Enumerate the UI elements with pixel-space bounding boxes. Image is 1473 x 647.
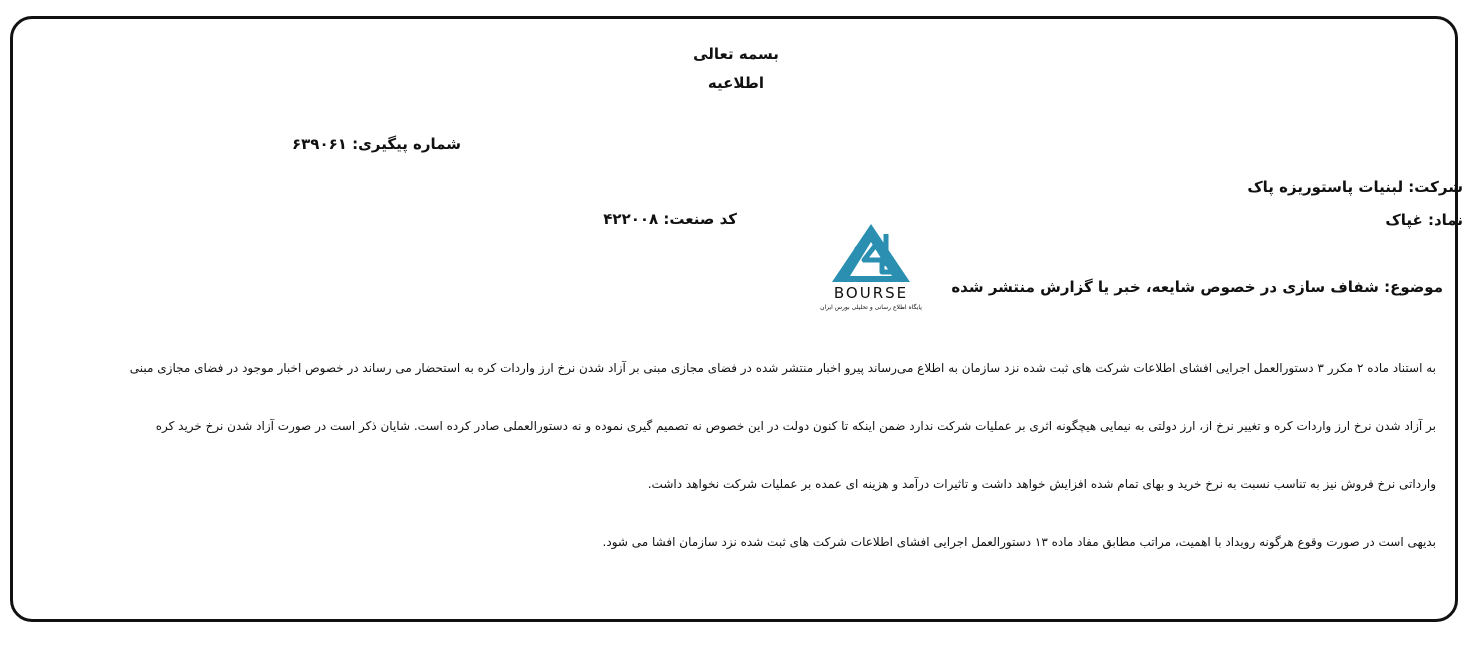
body-line-2: بر آزاد شدن نرخ ارز واردات کره و تغییر نرخ از، ارز دولتی به نیمایی هیچگونه اثری بر عملیات شرکت ندارد ضمن اینکه تا کنون دولت در این خصوص نه تصمیم گیری نموده و نه دستورالعملی صادر کرده است. شایان ذکر است در صورت آزاد شدن نرخ خرید کره bbox=[155, 419, 1436, 433]
bourse-logo-tagline: پایگاه اطلاع رسانی و تحلیلی بورس ایران bbox=[820, 304, 922, 311]
tracking-number: شماره پیگیری: ۶۳۹۰۶۱ bbox=[292, 135, 461, 153]
body-line-1: به استناد ماده ۲ مکرر ۳ دستورالعمل اجرایی افشای اطلاعات شرکت های ثبت شده نزد سازمان به اطلاع می‌رساند پیرو اخبار منتشر شده در فضای مجازی مبنی بر آزاد شدن نرخ ارز واردات کره به استحضار می رساند در خصوص اخبار موجود در فضای مجازی مبنی bbox=[129, 361, 1436, 375]
body-line-4: بدیهی است در صورت وقوع هرگونه رویداد با اهمیت، مراتب مطابق مفاد ماده ۱۳ دستورالعمل اجرایی افشای اطلاعات شرکت های ثبت شده نزد سازمان افشا می شود. bbox=[602, 535, 1436, 549]
bourse-logo-mark bbox=[812, 220, 930, 284]
company-symbol: نماد: غپاک bbox=[1385, 211, 1463, 229]
announcement-title: اطلاعیه bbox=[707, 74, 765, 92]
subject-line: موضوع: شفاف سازی در خصوص شایعه، خبر یا گزارش منتشر شده bbox=[951, 278, 1443, 296]
document-frame bbox=[10, 16, 1458, 622]
industry-code: کد صنعت: ۴۲۲۰۰۸ bbox=[603, 210, 737, 228]
bourse-logo-word: BOURSE bbox=[833, 284, 909, 302]
body-line-3: وارداتی نرخ فروش نیز به تناسب نسبت به نرخ خرید و بهای تمام شده افزایش خواهد داشت و تاثیرات درآمد و هزینه ای عمده بر عملیات شرکت نخواهد داشت. bbox=[647, 477, 1436, 491]
bourse-logo bbox=[812, 220, 930, 316]
company-name: شرکت: لبنیات پاستوریزه پاک bbox=[1247, 178, 1463, 196]
bismillah-heading: بسمه تعالی bbox=[693, 45, 779, 63]
